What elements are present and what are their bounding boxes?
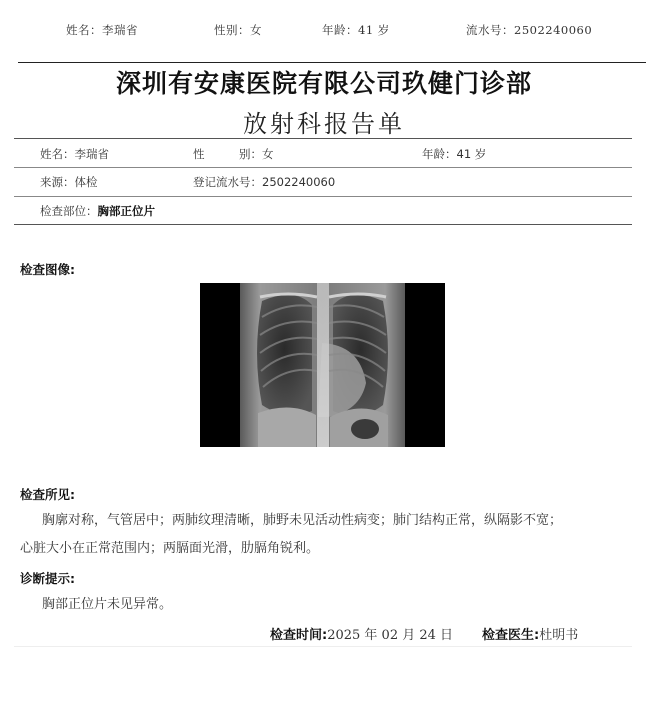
diagnosis-heading: 诊断提示:: [20, 571, 75, 586]
exam-time-value: 2025 年 02 月 24 日: [327, 628, 454, 643]
image-heading: 检查图像:: [20, 262, 75, 277]
chest-xray-image: [200, 283, 445, 447]
info-name-label: 姓名：: [40, 147, 75, 161]
report-title: 放射科报告单: [243, 110, 405, 138]
info-sex-label: 性 别：: [193, 147, 262, 161]
info-source-label: 来源：: [40, 175, 75, 189]
info-part-label: 检查部位：: [40, 204, 98, 218]
info-source: [40, 174, 98, 190]
exam-doctor-value: 杜明书: [539, 628, 579, 643]
findings-line-1: 胸廓对称，气管居中；两肺纹理清晰，肺野未见活动性病变；肺门结构正常，纵隔影不宽；: [42, 513, 563, 528]
info-age-value: 41 岁: [456, 147, 487, 161]
table-bottom-rule: [14, 224, 632, 225]
info-reg: [193, 174, 335, 190]
findings-line-2: 心脏大小在正常范围内；两膈面光滑，肋膈角锐利。: [20, 541, 320, 556]
xray-graphic: [200, 283, 445, 447]
exam-time: [270, 624, 453, 643]
findings-heading: 检查所见:: [20, 487, 75, 502]
table-rule-1: [14, 167, 632, 168]
info-source-value: 体检: [74, 175, 98, 189]
info-reg-label: 登记流水号：: [193, 175, 262, 189]
info-name-value: 李瑞省: [74, 147, 109, 161]
footer-rule: [14, 646, 632, 647]
exam-time-label: 检查时间:: [270, 628, 328, 643]
hospital-title: 深圳有安康医院有限公司玖健门诊部: [115, 69, 532, 98]
info-age: [422, 146, 486, 162]
info-part-value: 胸部正位片: [97, 204, 155, 218]
header-sex: 性别：女: [214, 23, 262, 37]
table-top-rule: [14, 138, 632, 139]
info-reg-value: 2502240060: [262, 175, 336, 189]
header-name: 姓名：李瑞省: [66, 23, 138, 37]
header-divider: [18, 62, 646, 63]
exam-doctor-label: 检查医生:: [482, 628, 540, 643]
info-part: [40, 203, 155, 219]
info-age-label: 年龄：: [422, 147, 457, 161]
header-serial: 流水号：2502240060: [466, 23, 593, 37]
info-sex: [193, 146, 274, 162]
header-age: 年龄：41 岁: [322, 23, 390, 37]
exam-doctor: [482, 624, 578, 643]
info-sex-value: 女: [262, 147, 274, 161]
info-name: [40, 146, 109, 162]
table-rule-2: [14, 196, 632, 197]
diagnosis-text: 胸部正位片未见异常。: [42, 597, 173, 612]
